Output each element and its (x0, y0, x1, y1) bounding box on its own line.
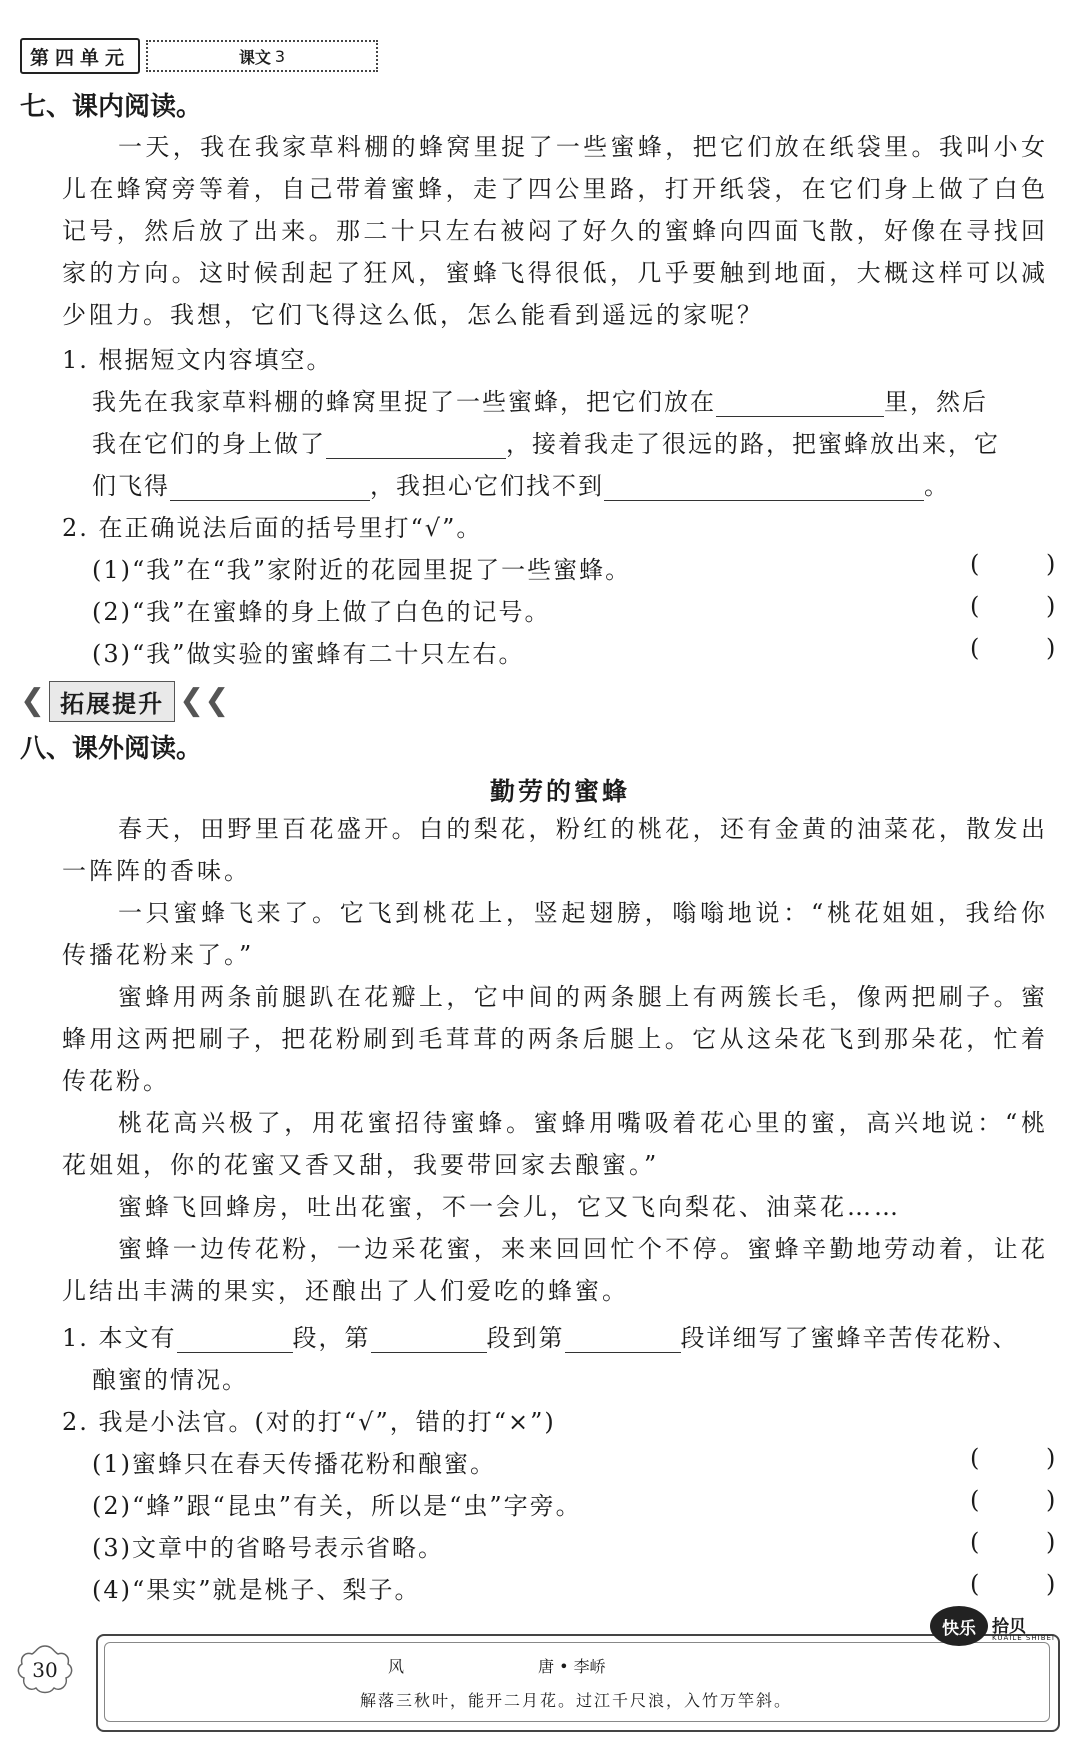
poem-author: 唐 • 李峤 (538, 1657, 606, 1676)
lesson-label-text: 课文 (238, 47, 271, 67)
s7-q1-text-3c: 。 (924, 472, 950, 500)
lesson-label (146, 40, 378, 72)
passage-paragraph: 蜜蜂一边传花粉，一边采花蜜，来来回回忙个不停。蜜蜂辛勤地劳动着，让花儿结出丰满的果实，还酿出了人们爱吃的蜂蜜。 (62, 1235, 1048, 1305)
s8-q1-text-c: 段到第 (486, 1324, 565, 1352)
unit-tag: 第四单元 (20, 38, 140, 74)
s8-q1-line2: 酿蜜的情况。 (92, 1366, 248, 1394)
s7-q1-line1 (92, 382, 988, 417)
fill-blank-paragraph-count[interactable] (177, 1326, 293, 1353)
s7-q2-title: 2. 在正确说法后面的括号里打“√”。 (62, 514, 483, 542)
fill-blank-1[interactable] (716, 390, 884, 417)
paren-open: ( (970, 1528, 980, 1556)
fill-blank-4[interactable] (604, 474, 924, 501)
s7-q2-item-2: (2)“我”在蜜蜂的身上做了白色的记号。 (92, 598, 551, 626)
passage-paragraph: 蜜蜂用两条前腿趴在花瓣上，它中间的两条腿上有两簇长毛，像两把刷子。蜜蜂用这两把刷子，把花粉刷到毛茸茸的两条后腿上。它从这朵花飞到那朵花，忙着传花粉。 (62, 983, 1048, 1095)
fill-blank-3[interactable] (170, 474, 370, 501)
section-7-passage: 一天，我在我家草料棚的蜂窝里捉了一些蜜蜂，把它们放在纸袋里。我叫小女儿在蜂窝旁等着，自己带着蜜蜂，走了四公里路，打开纸袋，在它们身上做了白色记号，然后放了出来。那二十只左右被闷了好久的蜜蜂向四面飞散，好像在寻找回家的方向。这时候刮起了狂风，蜜蜂飞得很低，几乎要触到地面，大概这样可以减少阻力。我想，它们飞得这么低，怎么能看到遥远的家呢？ (62, 133, 1048, 329)
passage-paragraph: 桃花高兴极了，用花蜜招待蜜蜂。蜜蜂用嘴吸着花心里的蜜，高兴地说：“桃花姐姐，你的花蜜又香又甜，我要带回家去酿蜜。” (62, 1109, 1048, 1179)
s7-q2-item-3: (3)“我”做实验的蜜蜂有二十只左右。 (92, 640, 525, 668)
fill-blank-end-paragraph[interactable] (565, 1326, 681, 1353)
s8-q1-text-a: 1. 本文有 (62, 1324, 177, 1352)
poem-title: 风 (388, 1657, 405, 1676)
s8-q2-item-4: (4)“果实”就是桃子、梨子。 (92, 1576, 421, 1604)
answer-paren-7-1[interactable] (970, 550, 1055, 578)
s7-q1-line2 (92, 424, 1000, 459)
fill-blank-2[interactable] (326, 432, 506, 459)
section-8-heading: 八、课外阅读。 (20, 734, 203, 764)
s8-q1-text-d: 段详细写了蜜蜂辛苦传花粉、 (680, 1324, 1019, 1352)
s7-q1-text-2b: ，接着我走了很远的路，把蜜蜂放出来，它 (506, 430, 1000, 458)
poem-text: 解落三秋叶，能开二月花。过江千尺浪，入竹万竿斜。 (359, 1691, 792, 1710)
s8-q2-item-3: (3)文章中的省略号表示省略。 (92, 1534, 444, 1562)
s7-q1-text-3a: 们飞得 (92, 472, 170, 500)
paren-open: ( (970, 1570, 980, 1598)
answer-paren-8-2[interactable] (970, 1486, 1055, 1514)
paren-open: ( (970, 634, 980, 662)
paren-close: ) (1046, 1444, 1056, 1472)
page-number: 30 (32, 1658, 58, 1682)
s8-q2-item-1: (1)蜜蜂只在春天传播花粉和酿蜜。 (92, 1450, 496, 1478)
section-8-passage (62, 808, 1048, 1312)
s8-q1-text-b: 段，第 (292, 1324, 371, 1352)
s7-q1-title: 1. 根据短文内容填空。 (62, 346, 333, 374)
paren-close: ) (1046, 1528, 1056, 1556)
answer-paren-8-3[interactable] (970, 1528, 1055, 1556)
chevron-left-icon: ❮❮ (179, 683, 230, 718)
badge-sub-label: KUAILE SHIBEI (992, 1634, 1055, 1642)
s8-q2-title: 2. 我是小法官。(对的打“√”，错的打“×”) (62, 1408, 556, 1436)
s7-q1-text-1b: 里，然后 (884, 388, 988, 416)
kuaile-badge: 快乐 (930, 1606, 988, 1646)
s7-q1-text-1a: 我先在我家草料棚的蜂窝里捉了一些蜜蜂，把它们放在 (92, 388, 716, 416)
paren-close: ) (1046, 634, 1056, 662)
answer-paren-7-3[interactable] (970, 634, 1055, 662)
passage-paragraph: 蜜蜂飞回蜂房，吐出花蜜，不一会儿，它又飞向梨花、油菜花…… (118, 1193, 901, 1221)
passage-paragraph: 春天，田野里百花盛开。白的梨花，粉红的桃花，还有金黄的油菜花，散发出一阵阵的香味。 (62, 815, 1048, 885)
paren-open: ( (970, 592, 980, 620)
answer-paren-8-1[interactable] (970, 1444, 1055, 1472)
answer-paren-8-4[interactable] (970, 1570, 1055, 1598)
paren-close: ) (1046, 1486, 1056, 1514)
chevron-left-icon: ❮ (20, 683, 46, 718)
lesson-number: 3 (274, 46, 286, 66)
passage-paragraph: 一只蜜蜂飞来了。它飞到桃花上，竖起翅膀，嗡嗡地说：“桃花姐姐，我给你传播花粉来了。” (62, 899, 1048, 969)
paren-open: ( (970, 1486, 980, 1514)
s8-q2-item-2: (2)“蜂”跟“昆虫”有关，所以是“虫”字旁。 (92, 1492, 582, 1520)
paren-open: ( (970, 1444, 980, 1472)
s7-q1-text-3b: ，我担心它们找不到 (370, 472, 604, 500)
extension-banner-label: 拓展提升 (49, 681, 175, 722)
paren-close: ) (1046, 1570, 1056, 1598)
s8-q1-line1 (62, 1318, 1019, 1353)
s7-q1-text-2a: 我在它们的身上做了 (92, 430, 326, 458)
fill-blank-start-paragraph[interactable] (371, 1326, 487, 1353)
answer-paren-7-2[interactable] (970, 592, 1055, 620)
passage-title: 勤劳的蜜蜂 (489, 777, 630, 806)
paren-close: ) (1046, 550, 1056, 578)
badge-side-label: 拾贝 (992, 1617, 1026, 1637)
s7-q2-item-1: (1)“我”在“我”家附近的花园里捉了一些蜜蜂。 (92, 556, 632, 584)
extension-banner (20, 682, 229, 720)
paren-open: ( (970, 550, 980, 578)
section-7-heading: 七、课内阅读。 (20, 92, 203, 122)
paren-close: ) (1046, 592, 1056, 620)
s7-q1-line3 (92, 466, 950, 501)
